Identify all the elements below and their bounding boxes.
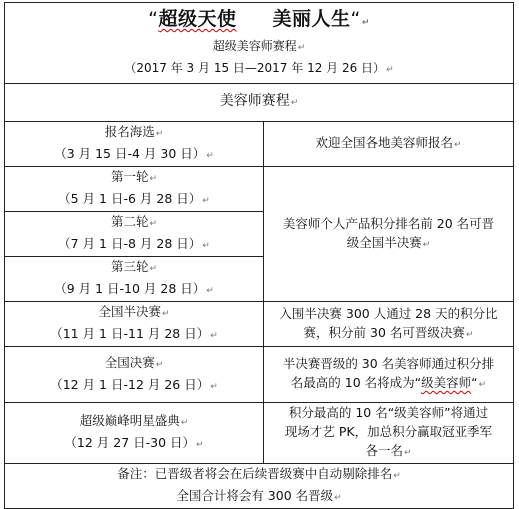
section-row: [5, 84, 514, 122]
stage-final: 全国决赛↵ （12 月 1 日-12 月 26 日）↵: [5, 347, 264, 403]
title-part1: 超级天使: [158, 8, 237, 30]
paragraph-mark-icon: ↵: [297, 43, 306, 53]
subtitle: 超级美容师赛程↵: [212, 39, 306, 53]
table-row: [5, 167, 514, 212]
note-cell: 备注：已晋级者将会在后续晋级赛中自动剔除排名↵ 全国合计将会有 300 名晋级↵: [5, 464, 514, 509]
title-cell: [5, 3, 514, 84]
stage-gala: 超级巅峰明星盛典↵ （12 月 27 日-30 日）↵: [5, 403, 264, 464]
table-row: [5, 122, 514, 167]
period: （2017 年 3 月 15 日—2017 年 12 月 26 日）↵: [124, 61, 394, 75]
schedule-document: [4, 2, 513, 503]
table-row: [5, 403, 514, 464]
desc-semifinal: 入围半决赛 300 人通过 28 天的积分比 赛，积分前 30 名可晋级决赛↵: [264, 302, 514, 347]
main-title: [8, 6, 510, 36]
stage-semifinal: 全国半决赛↵ （11 月 1 日-11 月 28 日）↵: [5, 302, 264, 347]
desc-rounds: 美容师个人产品积分排名前 20 名可晋 级全国半决赛↵: [264, 167, 514, 302]
stage-round3: 第三轮↵ （9 月 1 日-10 月 28 日）↵: [5, 257, 264, 302]
table-row: [5, 347, 514, 403]
title-row: [5, 3, 514, 84]
paragraph-mark-icon: ↵: [361, 18, 370, 28]
paragraph-mark-icon: ↵: [290, 98, 299, 108]
note-row: [5, 464, 514, 509]
desc-final: 半决赛晋级的 30 名美容师通过积分排 名最高的 10 名将成为“级美容师“↵: [264, 347, 514, 403]
title-close-quote: “: [350, 8, 361, 30]
stage-round1: 第一轮↵ （5 月 1 日-6 月 28 日）↵: [5, 167, 264, 212]
schedule-table: [4, 2, 514, 509]
title-open-quote: “: [148, 8, 159, 30]
table-row: [5, 302, 514, 347]
desc-gala: 积分最高的 10 名“级美容师”将通过 现场才艺 PK，加总积分赢取冠亚季军 各一名↵: [264, 403, 514, 464]
desc-signup: 欢迎全国各地美容师报名↵: [264, 122, 514, 167]
stage-signup: 报名海选↵ （3 月 15 日-4 月 30 日）↵: [5, 122, 264, 167]
title-part2: 美丽人生: [272, 8, 351, 30]
section-title: 美容师赛程↵: [5, 84, 514, 122]
paragraph-mark-icon: ↵: [386, 65, 394, 75]
stage-round2: 第二轮↵ （7 月 1 日-8 月 28 日）↵: [5, 212, 264, 257]
